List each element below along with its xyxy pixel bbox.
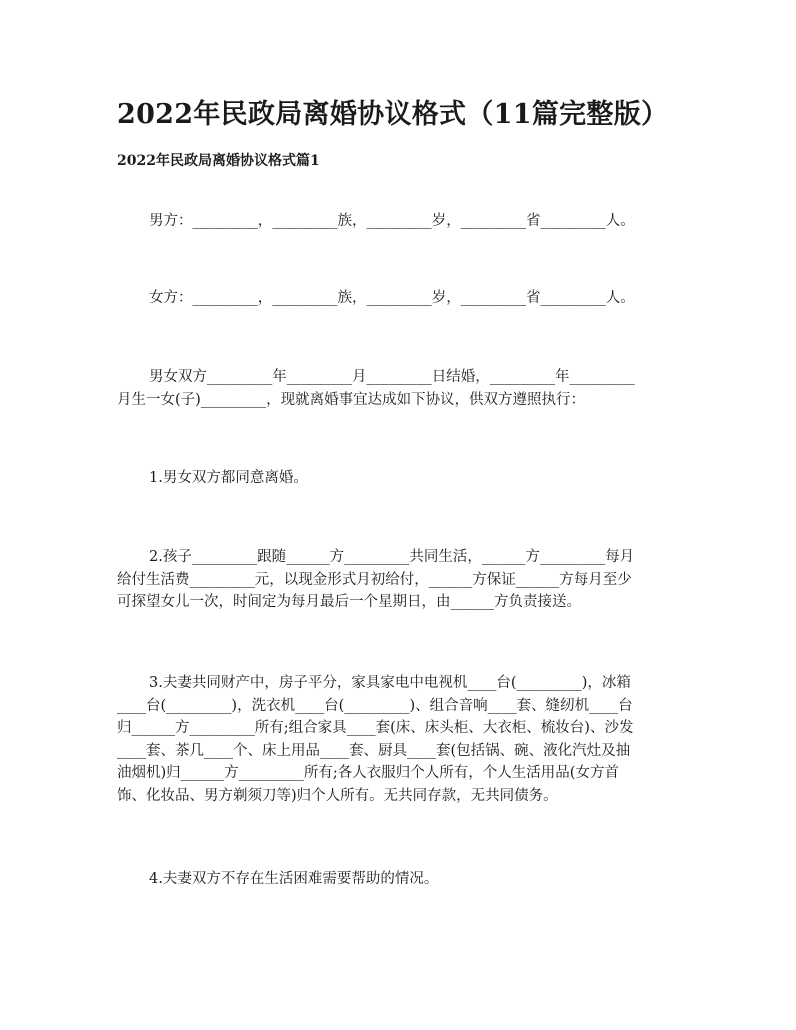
paragraph-line: 可探望女儿一次，时间定为每月最后一个星期日，由______方负责接送。 xyxy=(117,594,581,610)
paragraph-line: ____套、茶几____个、床上用品____套、厨具____套(包括锅、碗、液化汽灶及抽 xyxy=(117,742,631,759)
paragraph-male-info xyxy=(117,210,677,233)
paragraph-line: 4.夫妻双方不存在生活困难需要帮助的情况。 xyxy=(149,871,439,887)
document-title: 2022年民政局离婚协议格式（11篇完整版） xyxy=(117,99,669,130)
paragraph-line: ____台(_________)，洗衣机____台(_________)、组合音响____套、缝纫机____台 xyxy=(117,697,633,714)
paragraph-line: 男女双方_________年_________月_________日结婚，_________年_________ xyxy=(149,369,635,385)
paragraph-item-1 xyxy=(117,467,677,490)
paragraph-marriage xyxy=(117,366,677,411)
paragraph-line: 男方：_________，_________族，_________岁，_________省_________人。 xyxy=(149,213,635,229)
paragraph-line: 油烟机)归______方_________所有;各人衣服归个人所有，个人生活用品(女方首 xyxy=(117,765,619,781)
paragraph-line: 3.夫妻共同财产中，房子平分，家具家电中电视机____台(_________)，冰箱 xyxy=(149,675,631,691)
paragraph-item-2 xyxy=(117,546,677,614)
paragraph-line: 给付生活费_________元，以现金形式月初给付，______方保证______方每月至少 xyxy=(117,571,632,588)
paragraph-line: 2.孩子_________跟随______方_________共同生活，______方_________每月 xyxy=(149,549,635,565)
section-subtitle: 2022年民政局离婚协议格式篇1 xyxy=(117,153,320,169)
paragraph-line: 女方：_________，_________族，_________岁，_________省_________人。 xyxy=(149,290,635,306)
paragraph-item-3 xyxy=(117,672,677,807)
paragraph-line: 饰、化妆品、男方剃须刀等)归个人所有。无共同存款，无共同债务。 xyxy=(117,787,558,804)
paragraph-line: 月生一女(子)_________，现就离婚事宜达成如下协议，供双方遵照执行： xyxy=(117,391,586,408)
paragraph-item-4 xyxy=(117,868,677,891)
paragraph-line: 1.男女双方都同意离婚。 xyxy=(149,470,308,486)
paragraph-female-info xyxy=(117,287,677,310)
paragraph-line: 归______方_________所有;组合家具____套(床、床头柜、大衣柜、梳妆台)、沙发 xyxy=(117,720,634,736)
